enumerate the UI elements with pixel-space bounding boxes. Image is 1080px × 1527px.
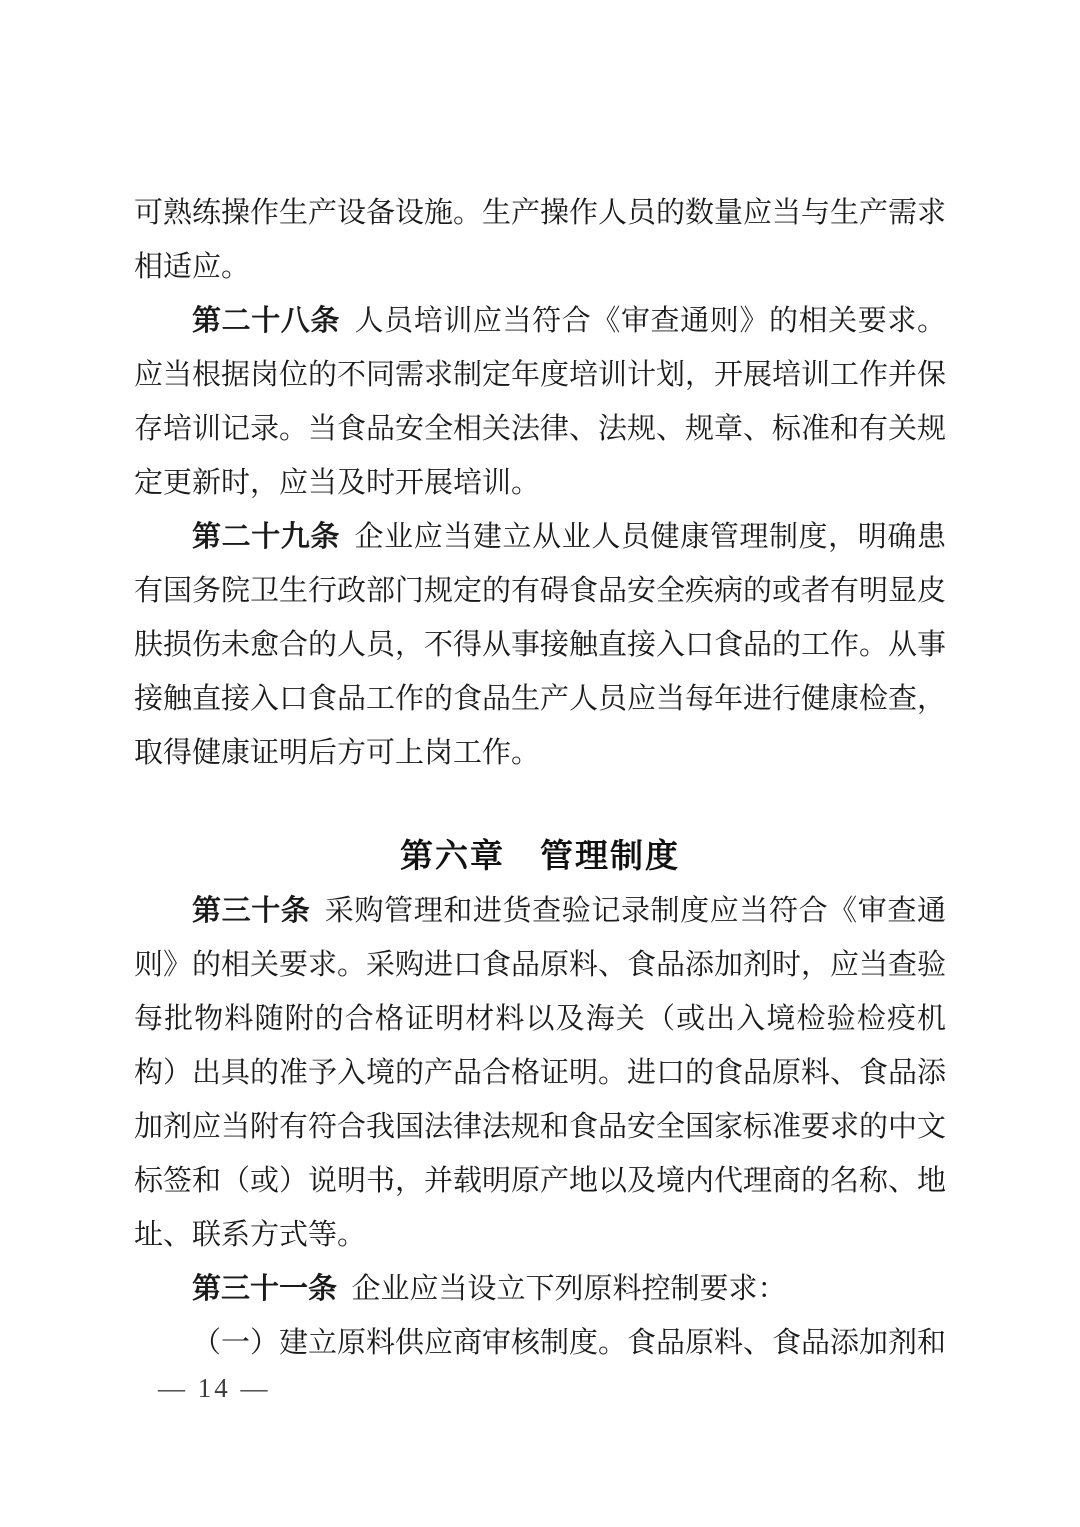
paragraph-text: 企业应当建立从业人员健康管理制度，明确患有国务院卫生行政部门规定的有碍食品安全疾病的或者有明显皮肤损伤未愈合的人员，不得从事接触直接入口食品的工作。从事接触直接入口食品工作的食品生产人员应当每年进行健康检查，取得健康证明后方可上岗工作。 xyxy=(134,521,947,769)
paragraph-text: （一）建立原料供应商审核制度。食品原料、食品添加剂和 xyxy=(192,1327,947,1359)
body-paragraph xyxy=(134,510,946,780)
body-paragraph xyxy=(134,1262,946,1316)
paragraph-text: 采购管理和进货查验记录制度应当符合《审查通则》的相关要求。采购进口食品原料、食品添加剂时，应当查验每批物料随附的合格证明材料以及海关（或出入境检验检疫机构）出具的准予入境的产品合格证明。进口的食品原料、食品添加剂应当附有符合我国法律法规和食品安全国家标准要求的中文标签和（或）说明书，并载明原产地以及境内代理商的名称、地址、联系方式等。 xyxy=(134,895,947,1251)
body-paragraph xyxy=(134,1316,946,1370)
body-paragraph xyxy=(134,186,946,294)
article-number: 第二十八条 xyxy=(192,305,341,337)
body-paragraph xyxy=(134,294,946,510)
article-number: 第三十一条 xyxy=(192,1273,338,1305)
text-content xyxy=(134,186,946,1370)
page-number: — 14 — xyxy=(158,1373,271,1403)
paragraph-text: 企业应当设立下列原料控制要求： xyxy=(351,1273,787,1305)
chapter-heading: 第六章 管理制度 xyxy=(400,837,680,874)
article-number: 第三十条 xyxy=(192,895,311,927)
paragraph-text: 人员培训应当符合《审查通则》的相关要求。应当根据岗位的不同需求制定年度培训计划，开展培训工作并保存培训记录。当食品安全相关法律、法规、规章、标准和有关规定更新时，应当及时开展培训。 xyxy=(134,305,947,499)
body-paragraph xyxy=(134,884,946,1262)
article-number: 第二十九条 xyxy=(192,521,341,553)
paragraph-text: 可熟练操作生产设备设施。生产操作人员的数量应当与生产需求相适应。 xyxy=(134,197,947,283)
